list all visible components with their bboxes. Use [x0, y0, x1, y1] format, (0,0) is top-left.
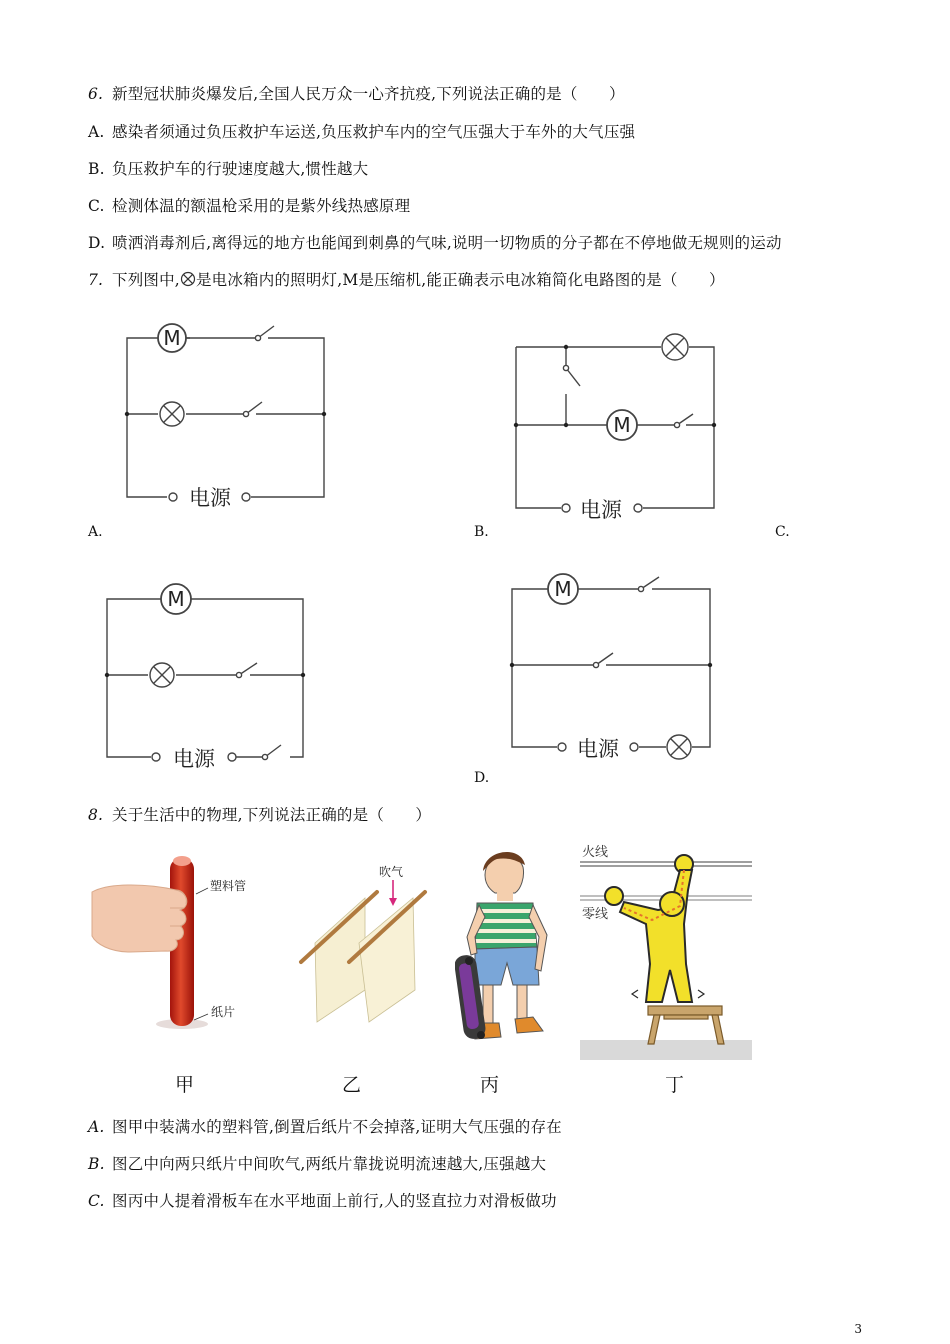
live-wire-label: 火线 — [582, 845, 609, 860]
circuit-d — [496, 568, 726, 768]
q6-option-b: B. 负压救护车的行驶速度越大,惯性越大 — [88, 160, 369, 178]
q6-stem: 6. 新型冠状肺炎爆发后,全国人民万众一心齐抗疫,下列说法正确的是（ ） — [88, 85, 625, 103]
image-yi-papers — [295, 858, 445, 1033]
circuit-b — [500, 330, 730, 525]
circuit-a — [110, 312, 340, 517]
lamp-symbol-icon — [180, 271, 196, 287]
circuit-d-label: D. — [474, 770, 490, 786]
circuit-a-label: A. — [88, 524, 103, 540]
q8-option-c: C. 图丙中人提着滑板车在水平地面上前行,人的竖直拉力对滑板做功 — [88, 1192, 557, 1210]
caption-jia: 甲 — [175, 1074, 195, 1096]
q8-option-b: B. 图乙中向两只纸片中间吹气,两纸片靠拢说明流速越大,压强越大 — [88, 1155, 547, 1173]
caption-yi: 乙 — [342, 1074, 362, 1096]
image-bing-boy — [455, 845, 565, 1055]
tube-label: 塑料管 — [210, 879, 247, 893]
circuit-c-label: C. — [775, 524, 790, 540]
caption-bing: 丙 — [480, 1074, 500, 1096]
q6-option-d: D. 喷洒消毒剂后,离得远的地方也能闻到刺鼻的气味,说明一切物质的分子都在不停地做无规则的运动 — [88, 234, 782, 252]
power-source-label: 电源 — [189, 486, 231, 510]
q8-stem: 8. 关于生活中的物理,下列说法正确的是（ ） — [88, 806, 432, 824]
motor-label: M — [613, 413, 631, 437]
image-ding-electric — [580, 840, 752, 1060]
q8-option-a: A. 图甲中装满水的塑料管,倒置后纸片不会掉落,证明大气压强的存在 — [88, 1118, 562, 1136]
motor-label: M — [167, 587, 185, 611]
q7-stem: 7. 下列图中, 是电冰箱内的照明灯,M是压缩机,能正确表示电冰箱简化电路图的是（ ） — [88, 271, 725, 289]
circuit-c — [90, 575, 320, 775]
power-source-label: 电源 — [580, 498, 622, 522]
motor-label: M — [554, 577, 572, 601]
page-number: 3 — [854, 1322, 862, 1336]
power-source-label: 电源 — [173, 747, 215, 771]
paper-label: 纸片 — [211, 1005, 236, 1019]
image-jia-tube — [90, 852, 280, 1037]
caption-ding: 丁 — [665, 1074, 685, 1096]
circuit-b-label: B. — [474, 524, 489, 540]
motor-label: M — [163, 326, 181, 350]
neutral-wire-label: 零线 — [582, 907, 609, 922]
power-source-label: 电源 — [577, 737, 619, 761]
q6-option-a: A. 感染者须通过负压救护车运送,负压救护车内的空气压强大于车外的大气压强 — [88, 123, 636, 141]
blow-label: 吹气 — [379, 865, 404, 879]
q6-option-c: C. 检测体温的额温枪采用的是紫外线热感原理 — [88, 197, 411, 215]
